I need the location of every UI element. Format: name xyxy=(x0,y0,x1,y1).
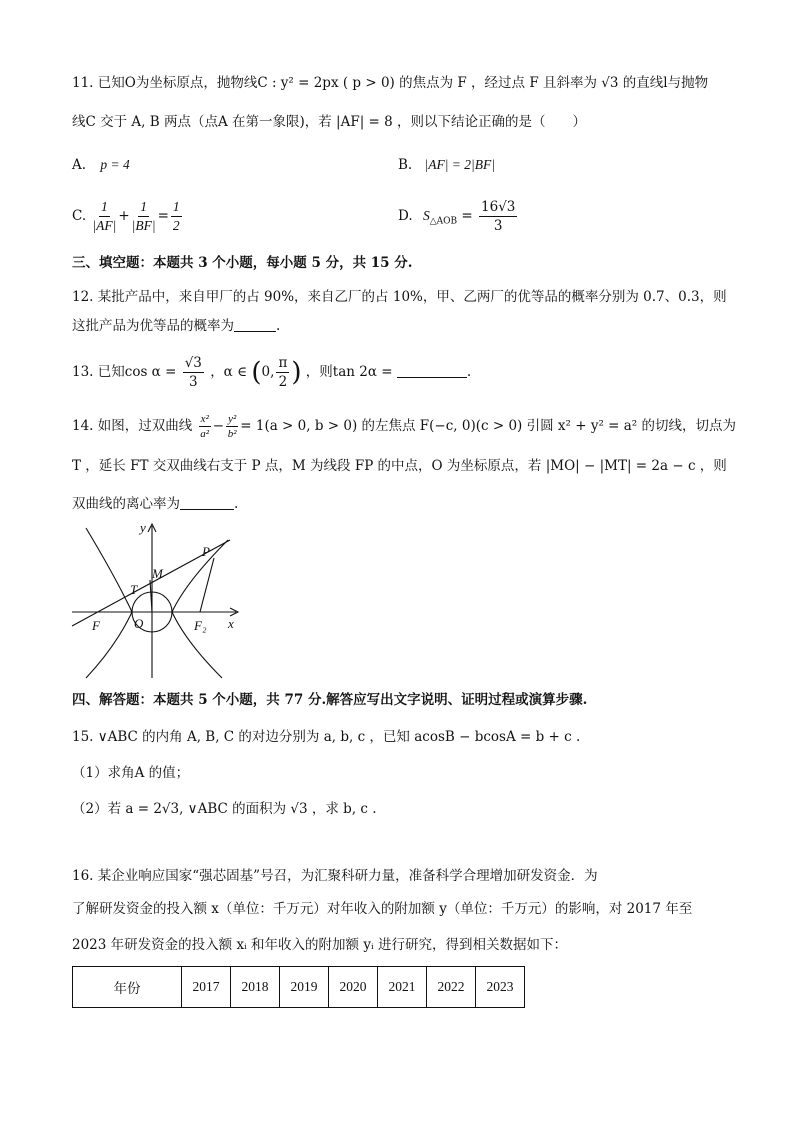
section-4-heading: 四、解答题：本题共 5 个小题，共 77 分.解答应写出文字说明、证明过程或演算步骤. xyxy=(72,692,588,708)
q11-option-c: C. $\frac{1}{|AF|}$ + $\frac{1}{|BF|}$ = $\frac{1}{2}$ xyxy=(72,199,180,233)
option-c-frac2: $\frac{1}{|BF|}$ xyxy=(131,199,156,233)
q11-line1: 11. 已知O为坐标原点，抛物线C : y² = 2px ( p > 0) 的焦点为 F ，经过点 F 且斜率为 √3 的直线l与抛物 xyxy=(72,75,709,91)
label-m: M xyxy=(152,566,163,581)
hyperbola-right-branch xyxy=(172,540,228,678)
q11-option-d: D. $S_{\triangle AOB}$ = $\frac{16√3}{3}$ xyxy=(398,199,516,234)
option-d-frac: $\frac{16√3}{3}$ xyxy=(481,199,516,234)
option-c-label: C. xyxy=(72,208,87,224)
table-cell: 2019 xyxy=(280,967,329,1008)
q13-answer-blank[interactable] xyxy=(397,363,467,378)
option-a-label: A. xyxy=(72,157,87,173)
table-cell: 2017 xyxy=(182,967,231,1008)
q15-part2: （2）若 a = 2√3, ∨ABC 的面积为 √3 ，求 b, c . xyxy=(72,801,377,817)
table-row xyxy=(73,967,525,1008)
label-x: x xyxy=(228,616,234,631)
q13-cos-frac: $\frac{√3}{3}$ xyxy=(184,355,202,390)
q12-line1: 12. 某批产品中，来自甲厂的占 90%，来自乙厂的占 10%，甲、乙两厂的优等品的概率分别为 0.7、0.3，则 xyxy=(72,289,727,305)
label-p: P xyxy=(202,544,210,559)
segment-pf2 xyxy=(200,558,214,612)
data-table xyxy=(72,966,525,1008)
q15-part1: （1）求角A 的值； xyxy=(72,765,190,781)
q14-y-frac: $\frac{\text{y²}}{\text{b²}}$ xyxy=(227,413,237,440)
q15-line1: 15. ∨ABC 的内角 A, B, C 的对边分别为 a, b, c ，已知 acosB − bcosA = b + c . xyxy=(72,729,581,745)
q11-option-b xyxy=(398,155,495,175)
q12-answer-blank[interactable] xyxy=(234,317,276,332)
q14-line2: T ，延长 FT 交双曲线右支于 P 点，M 为线段 FP 的中点，O 为坐标原点，若 |MO| − |MT| = 2a − c ，则 xyxy=(72,458,727,474)
q11-line2: 线C 交于 A, B 两点（点A 在第一象限)，若 |AF| = 8 ，则以下结论正确的是（ ） xyxy=(72,114,587,130)
q14-x-frac: $\frac{\text{x²}}{\text{a²}}$ xyxy=(200,413,210,440)
option-b-text: |AF| = 2|BF| xyxy=(424,157,495,172)
label-f: F xyxy=(92,618,100,633)
label-f2: F₂ xyxy=(194,618,207,633)
table-cell: 2018 xyxy=(231,967,280,1008)
option-d-label: D. xyxy=(398,208,413,224)
q13-line: 13. 已知cos α = $\frac{√3}{3}$ ，α ∈ (0, $\frac{\pi}{2}$ ) ，则tan 2α = . xyxy=(72,355,472,390)
label-y: y xyxy=(140,520,146,535)
table-header-year: 年份 xyxy=(73,967,182,1008)
hyperbola-figure xyxy=(66,518,246,680)
q16-line1: 16. 某企业响应国家“强芯固基”号召，为汇聚科研力量，准备科学合理增加研发资金．为 xyxy=(72,868,598,884)
table-cell: 2020 xyxy=(329,967,378,1008)
q14-line3: 双曲线的离心率为 . xyxy=(72,496,239,512)
table-cell: 2021 xyxy=(378,967,427,1008)
option-c-frac1: $\frac{1}{|AF|}$ xyxy=(92,199,117,233)
section-3-heading: 三、填空题：本题共 3 个小题，每小题 5 分，共 15 分. xyxy=(72,255,413,271)
table-cell: 2022 xyxy=(427,967,476,1008)
q14-answer-blank[interactable] xyxy=(180,495,234,510)
label-o: O xyxy=(134,616,144,631)
option-c-frac3: $\frac{1}{2}$ xyxy=(172,199,180,233)
q11-option-a xyxy=(72,155,130,175)
table-cell: 2023 xyxy=(476,967,525,1008)
q16-line3: 2023 年研发资金的投入额 xᵢ 和年收入的附加额 yᵢ 进行研究，得到相关数据如下： xyxy=(72,937,567,953)
label-t: T xyxy=(130,582,138,597)
q16-line2: 了解研发资金的投入额 x（单位：千万元）对年收入的附加额 y（单位：千万元）的影响，对 2017 年至 xyxy=(72,901,693,917)
option-a-text: p = 4 xyxy=(100,157,130,172)
q12-line2: 这批产品为优等品的概率为 . xyxy=(72,318,281,334)
q14-line1: 14. 如图，过双曲线 $\frac{\text{x²}}{\text{a²}}$ − $\frac{\text{y²}}{\text{b²}}$ = 1(a > 0, b > 0) 的左焦点 F(−c, 0)(c > 0) 引圆 x² + y² = a² 的切线，切点为 xyxy=(72,413,737,440)
option-b-label: B. xyxy=(398,157,413,173)
q13-interval-frac: $\frac{\pi}{2}$ xyxy=(278,355,288,390)
hyperbola-left-branch xyxy=(86,528,132,678)
